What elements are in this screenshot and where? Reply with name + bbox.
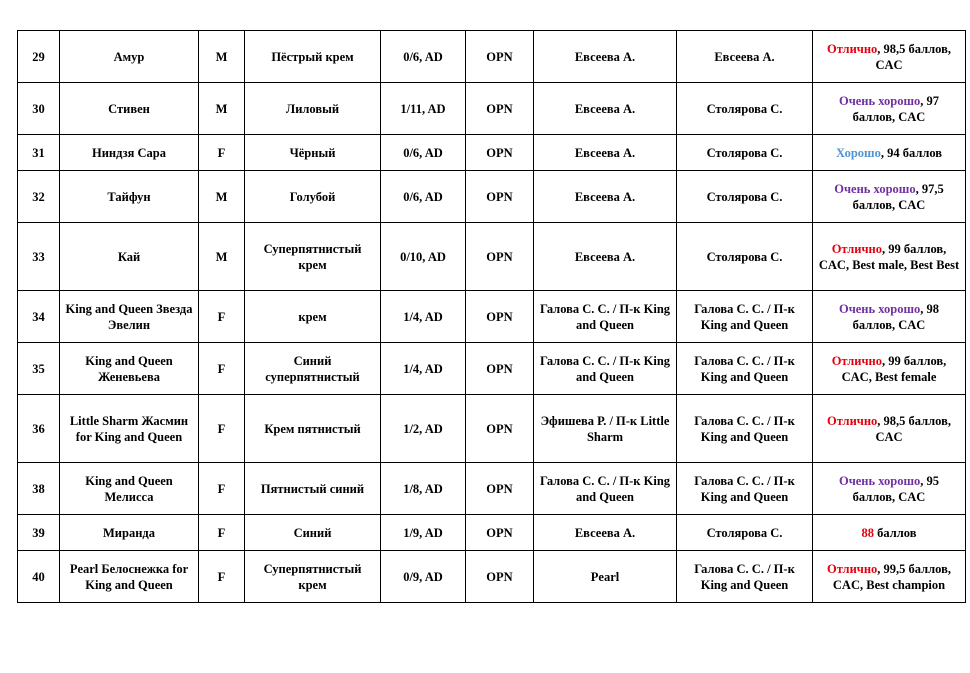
cell-color: Пятнистый синий bbox=[245, 463, 381, 515]
cell-litter: 1/8, AD bbox=[381, 463, 466, 515]
cell-breeder: Евсеева А. bbox=[534, 515, 677, 551]
cell-breeder: Евсеева А. bbox=[534, 31, 677, 83]
cell-grade bbox=[813, 515, 966, 551]
table-row bbox=[18, 83, 966, 135]
grade-points: , 98,5 баллов, CAC bbox=[875, 41, 951, 72]
cell-grade bbox=[813, 83, 966, 135]
grade-points: , 99,5 баллов, CAC, Best champion bbox=[832, 561, 951, 592]
cell-class: OPN bbox=[466, 515, 534, 551]
cell-class: OPN bbox=[466, 83, 534, 135]
cell-sex: M bbox=[199, 83, 245, 135]
table-row bbox=[18, 31, 966, 83]
cell-owner: Галова С. С. / П-к King and Queen bbox=[677, 551, 813, 603]
cell-breeder: Галова С. С. / П-к King and Queen bbox=[534, 463, 677, 515]
cell-number: 39 bbox=[18, 515, 60, 551]
cell-litter: 1/11, AD bbox=[381, 83, 466, 135]
cell-class: OPN bbox=[466, 223, 534, 291]
cell-color: Пёстрый крем bbox=[245, 31, 381, 83]
cell-breeder: Евсеева А. bbox=[534, 135, 677, 171]
cell-pet-name: Ниндзя Сара bbox=[60, 135, 199, 171]
cell-breeder: Евсеева А. bbox=[534, 83, 677, 135]
cell-color: Крем пятнистый bbox=[245, 395, 381, 463]
cell-grade bbox=[813, 223, 966, 291]
cell-sex: M bbox=[199, 31, 245, 83]
grade-verdict: Отлично bbox=[827, 561, 878, 576]
grade-verdict: Очень хорошо bbox=[838, 93, 921, 108]
cell-number: 32 bbox=[18, 171, 60, 223]
cell-litter: 0/6, AD bbox=[381, 171, 466, 223]
cell-pet-name: Кай bbox=[60, 223, 199, 291]
cell-number: 40 bbox=[18, 551, 60, 603]
cell-class: OPN bbox=[466, 171, 534, 223]
cell-color: Синий суперпятнистый bbox=[245, 343, 381, 395]
cell-grade bbox=[813, 135, 966, 171]
cell-owner: Столярова С. bbox=[677, 83, 813, 135]
cell-owner: Столярова С. bbox=[677, 223, 813, 291]
table-row bbox=[18, 135, 966, 171]
cell-pet-name: Амур bbox=[60, 31, 199, 83]
cell-litter: 0/6, AD bbox=[381, 31, 466, 83]
cell-breeder: Евсеева А. bbox=[534, 171, 677, 223]
grade-verdict: 88 bbox=[861, 525, 875, 540]
cell-class: OPN bbox=[466, 395, 534, 463]
cell-sex: F bbox=[199, 463, 245, 515]
grade-points: , 94 баллов bbox=[880, 145, 943, 160]
results-table bbox=[17, 30, 966, 603]
cell-number: 29 bbox=[18, 31, 60, 83]
cell-pet-name: Little Sharm Жасмин for King and Queen bbox=[60, 395, 199, 463]
cell-owner: Столярова С. bbox=[677, 515, 813, 551]
cell-grade bbox=[813, 463, 966, 515]
cell-grade bbox=[813, 551, 966, 603]
cell-litter: 0/6, AD bbox=[381, 135, 466, 171]
grade-points: , 97,5 баллов, CAC bbox=[852, 181, 944, 212]
cell-sex: F bbox=[199, 395, 245, 463]
cell-color: Суперпятнистый крем bbox=[245, 223, 381, 291]
grade-verdict: Отлично bbox=[831, 353, 882, 368]
grade-points: , 98,5 баллов, CAC bbox=[875, 413, 951, 444]
cell-breeder: Галова С. С. / П-к King and Queen bbox=[534, 291, 677, 343]
cell-pet-name: Миранда bbox=[60, 515, 199, 551]
cell-number: 35 bbox=[18, 343, 60, 395]
cell-color: Лиловый bbox=[245, 83, 381, 135]
cell-pet-name: Тайфун bbox=[60, 171, 199, 223]
cell-breeder: Эфишева Р. / П-к Little Sharm bbox=[534, 395, 677, 463]
cell-pet-name: King and Queen Женевьева bbox=[60, 343, 199, 395]
cell-number: 31 bbox=[18, 135, 60, 171]
grade-verdict: Отлично bbox=[831, 241, 882, 256]
cell-owner: Столярова С. bbox=[677, 171, 813, 223]
grade-points: баллов bbox=[874, 525, 917, 540]
cell-class: OPN bbox=[466, 291, 534, 343]
cell-litter: 0/10, AD bbox=[381, 223, 466, 291]
cell-number: 34 bbox=[18, 291, 60, 343]
cell-grade bbox=[813, 395, 966, 463]
cell-litter: 0/9, AD bbox=[381, 551, 466, 603]
cell-owner: Галова С. С. / П-к King and Queen bbox=[677, 395, 813, 463]
cell-pet-name: Pearl Белоснежка for King and Queen bbox=[60, 551, 199, 603]
cell-sex: M bbox=[199, 171, 245, 223]
cell-class: OPN bbox=[466, 551, 534, 603]
cell-owner: Галова С. С. / П-к King and Queen bbox=[677, 463, 813, 515]
cell-litter: 1/4, AD bbox=[381, 291, 466, 343]
results-table-body bbox=[18, 31, 966, 603]
cell-color: Голубой bbox=[245, 171, 381, 223]
cell-breeder: Галова С. С. / П-к King and Queen bbox=[534, 343, 677, 395]
grade-verdict: Хорошо bbox=[835, 145, 881, 160]
cell-sex: F bbox=[199, 291, 245, 343]
cell-number: 33 bbox=[18, 223, 60, 291]
cell-sex: F bbox=[199, 551, 245, 603]
cell-color: Синий bbox=[245, 515, 381, 551]
table-row bbox=[18, 291, 966, 343]
table-row bbox=[18, 515, 966, 551]
cell-pet-name: King and Queen Мелисса bbox=[60, 463, 199, 515]
grade-verdict: Отлично bbox=[827, 41, 878, 56]
table-row bbox=[18, 171, 966, 223]
cell-owner: Галова С. С. / П-к King and Queen bbox=[677, 291, 813, 343]
cell-color: Чёрный bbox=[245, 135, 381, 171]
cell-litter: 1/2, AD bbox=[381, 395, 466, 463]
cell-color: крем bbox=[245, 291, 381, 343]
cell-sex: M bbox=[199, 223, 245, 291]
table-row bbox=[18, 223, 966, 291]
grade-points: , 95 баллов, CAC bbox=[852, 473, 940, 504]
cell-number: 30 bbox=[18, 83, 60, 135]
cell-pet-name: King and Queen Звезда Эвелин bbox=[60, 291, 199, 343]
grade-points: , 99 баллов, CAC, Best male, Best Best bbox=[818, 241, 960, 272]
cell-litter: 1/4, AD bbox=[381, 343, 466, 395]
cell-class: OPN bbox=[466, 31, 534, 83]
cell-breeder: Евсеева А. bbox=[534, 223, 677, 291]
cell-grade bbox=[813, 343, 966, 395]
grade-verdict: Очень хорошо bbox=[838, 473, 921, 488]
cell-litter: 1/9, AD bbox=[381, 515, 466, 551]
table-row bbox=[18, 551, 966, 603]
cell-sex: F bbox=[199, 135, 245, 171]
cell-grade bbox=[813, 291, 966, 343]
grade-points: , 97 баллов, CAC bbox=[852, 93, 940, 124]
cell-grade bbox=[813, 171, 966, 223]
grade-points: , 99 баллов, CAC, Best female bbox=[841, 353, 947, 384]
cell-owner: Столярова С. bbox=[677, 135, 813, 171]
grade-verdict: Отлично bbox=[827, 413, 878, 428]
cell-number: 36 bbox=[18, 395, 60, 463]
cell-owner: Галова С. С. / П-к King and Queen bbox=[677, 343, 813, 395]
table-row bbox=[18, 343, 966, 395]
table-row bbox=[18, 395, 966, 463]
cell-sex: F bbox=[199, 343, 245, 395]
cell-class: OPN bbox=[466, 343, 534, 395]
cell-class: OPN bbox=[466, 135, 534, 171]
grade-points: , 98 баллов, CAC bbox=[852, 301, 940, 332]
cell-color: Суперпятнистый крем bbox=[245, 551, 381, 603]
cell-owner: Евсеева А. bbox=[677, 31, 813, 83]
cell-number: 38 bbox=[18, 463, 60, 515]
grade-verdict: Очень хорошо bbox=[834, 181, 916, 196]
cell-sex: F bbox=[199, 515, 245, 551]
table-row bbox=[18, 463, 966, 515]
cell-class: OPN bbox=[466, 463, 534, 515]
cell-pet-name: Стивен bbox=[60, 83, 199, 135]
cell-breeder: Pearl bbox=[534, 551, 677, 603]
cell-grade bbox=[813, 31, 966, 83]
grade-verdict: Очень хорошо bbox=[838, 301, 921, 316]
